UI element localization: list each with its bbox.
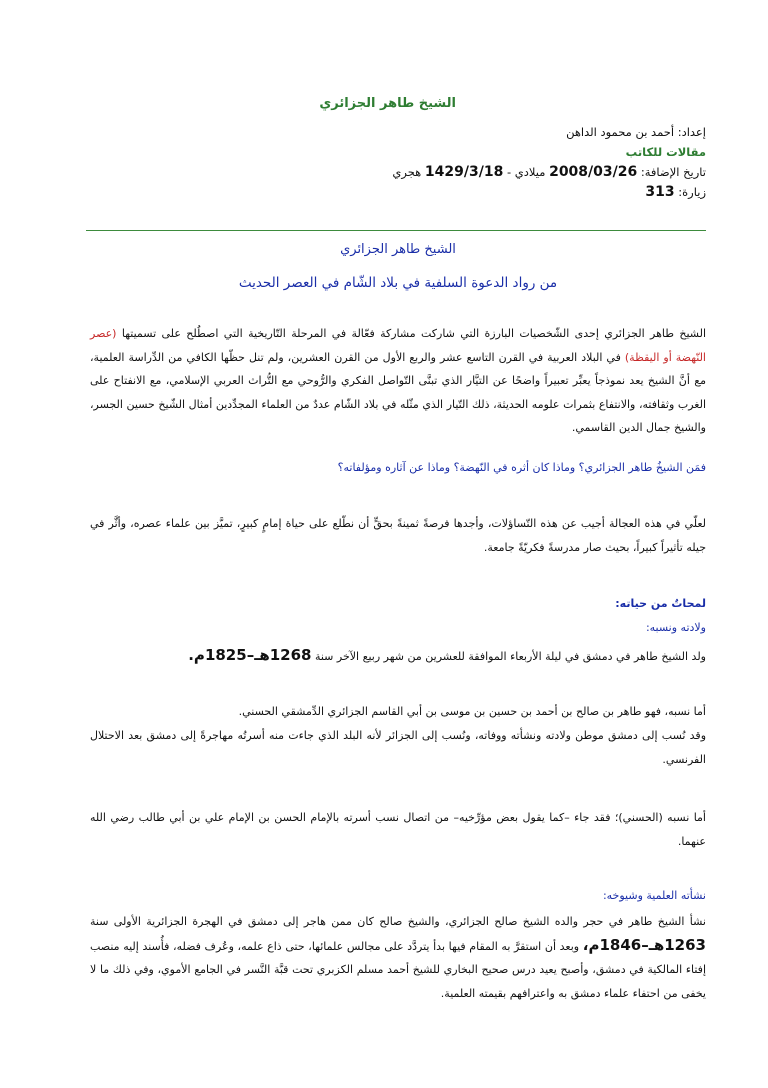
origin-paragraph: وقد نُسب إلى دمشق موطن ولادته ونشأته ووفاته، ونُسب إلى الجزائر لأنه البلد الذي جاءت منه أسرتُه مهاجرةً إلى دمشق بعد الاحتلال الفرنسي. bbox=[90, 729, 706, 766]
birth-year-greg: 1825 bbox=[204, 646, 247, 664]
date-label: تاريخ الإضافة: bbox=[640, 165, 706, 179]
edu-greg-suffix: م، bbox=[582, 935, 600, 954]
paragraph-2: لعلّي في هذه العجالة أجيب عن هذه التّساؤلات، وأجدها فرصةً ثمينةً بحقٍّ أن نطّلع على حياة إمامٍ كبيرٍ، تميَّز بين علماء عصره، وأثَّر في جيله تأثيراً كبيراً، بحيث صار مدرسةً فكريّةً جامعة. bbox=[90, 517, 706, 554]
meta-block bbox=[392, 122, 706, 202]
intro-text-b: في البلاد العربية في القرن التاسع عشر والربع الأول من القرن العشرين، ولم تنل حظّها الكافي من الدِّراسة العلمية، مع أنَّ الشيخ يعد نموذجاً يعبِّر تعبيراً واضحًا عن التيَّار الذي تبنَّى التّواصل الفكري والرُّوحي مع التُّراث العربي الإسلامي، مع الانفتاح على الغرب وثقافته، والانتفاع بثمرات علومه الحديثة، ذلك التّيار الذي مثّله في بلاد الشّام عددٌ من العلماء المجدِّدين أمثال الشّيخ حسين الجسر، والشيخ جمال الدين القاسمي. bbox=[90, 350, 706, 435]
document-header-title: الشيخ طاهر الجزائري bbox=[319, 96, 456, 111]
author-name[interactable]: أحمد بن محمود الداهن bbox=[566, 125, 675, 139]
visits-line bbox=[392, 182, 706, 202]
birth-heading: ولادته ونسبه: bbox=[645, 621, 706, 634]
divider bbox=[86, 230, 706, 231]
visits-label: زيارة: bbox=[678, 185, 706, 199]
section-line bbox=[392, 142, 706, 162]
life-heading: لمحاتٌ من حياته: bbox=[615, 597, 706, 610]
birth-greg-suffix: م. bbox=[188, 646, 205, 664]
edu-year-hijri: 1263 bbox=[664, 935, 706, 954]
visits-count: 313 bbox=[645, 184, 675, 200]
question-line: فمَن الشيخُ طاهر الجزائري؟ وماذا كان أثره في النّهضة؟ وماذا عن آثاره ومؤلفاته؟ bbox=[337, 461, 706, 474]
date-gregorian: 2008/03/26 bbox=[549, 164, 638, 180]
birth-year-hijri: 1268 bbox=[269, 646, 312, 664]
author-label: إعداد: bbox=[677, 125, 706, 139]
section-link[interactable]: مقالات للكاتب bbox=[625, 145, 706, 159]
date-hijri: 1429/3/18 bbox=[424, 164, 504, 180]
intro-text-a: الشيخ طاهر الجزائري إحدى الشّخصيات البارزة التي شاركت مشاركة فعّالة في المرحلة التّاريخية التي اصطُلح على تسميتها bbox=[121, 327, 706, 340]
edu-hijri-suffix: هـ– bbox=[641, 935, 665, 954]
birth-hijri-suffix: هـ– bbox=[246, 646, 270, 664]
intro-highlight: (عصر النّهضة أو اليقظة) bbox=[90, 327, 706, 364]
birth-paragraph bbox=[90, 644, 706, 669]
author-line bbox=[392, 122, 706, 142]
edu-text-a: نشأ الشيخ طاهر في حجر والده الشيخ صالح الجزائري، والشيخ صالح كان ممن هاجر إلى دمشق في الهجرة الجزائرية الأولى سنة bbox=[90, 915, 706, 928]
education-heading: نشأته العلمية وشيوخه: bbox=[602, 889, 706, 902]
lineage-paragraph: أما نسبه، فهو طاهر بن صالح بن أحمد بن حسين بن موسى بن أبي القاسم الجزائري الدِّمشقي الحسني. bbox=[238, 705, 706, 718]
education-paragraph bbox=[90, 910, 706, 1005]
date-hijri-suffix: هجري bbox=[392, 165, 422, 179]
article-subtitle: من رواد الدعوة السلفية في بلاد الشّام في العصر الحديث bbox=[238, 275, 558, 291]
date-gregorian-suffix: ميلادي bbox=[514, 165, 546, 179]
article-title: الشيخ طاهر الجزائري bbox=[340, 242, 456, 257]
edu-text-b: وبعد أن استقرَّ به المقام فيها بدأ يتردَّد على مجالس علمائها، حتى ذاع علمه، وعُرف فضله، فأُسند إليه منصب إفتاء المالكية في دمشق، وأصبح يعيد درس صحيح البخاري للشيخ أحمد مسلم الكزبري تحت قبَّة النَّسر في الجامع الأموي، وفي ذلك ما لا يخفى من احتفاء علماء دمشق به واعترافهم بقيمته العلمية. bbox=[90, 939, 706, 1000]
hasani-paragraph: أما نسبه (الحسني)؛ فقد جاء –كما يقول بعض مؤرِّخيه– من اتصال نسب أسرته بالإمام الحسن بن الإمام علي بن أبي طالب رضي الله عنهما. bbox=[90, 811, 706, 848]
birth-text: ولد الشيخ طاهر في دمشق في ليلة الأربعاء الموافقة للعشرين من شهر ربيع الآخر سنة bbox=[314, 650, 706, 663]
document-page bbox=[90, 0, 706, 1088]
intro-paragraph bbox=[90, 322, 706, 440]
date-line bbox=[392, 162, 706, 182]
date-separator: - bbox=[506, 165, 512, 179]
edu-year-greg: 1846 bbox=[599, 935, 642, 954]
